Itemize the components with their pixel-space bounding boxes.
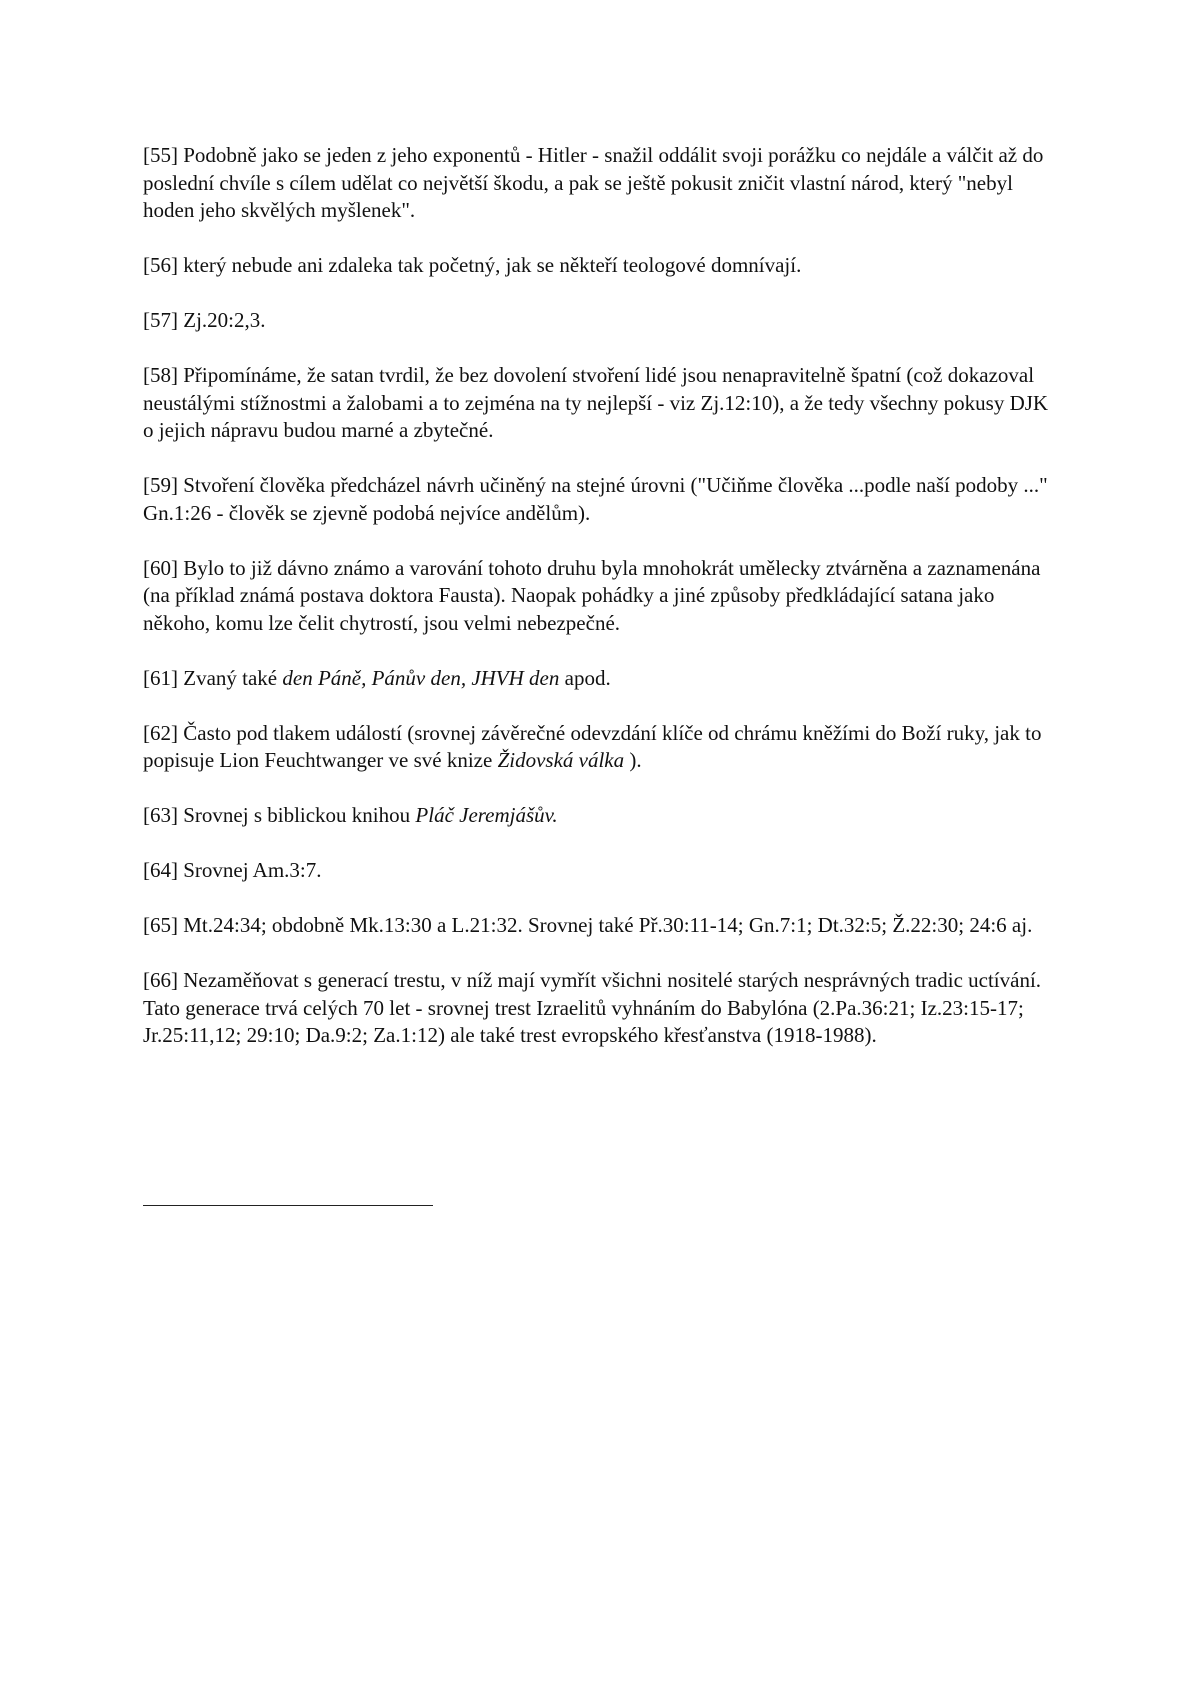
endnote-55 (143, 142, 1053, 225)
footnote-separator-line (143, 1205, 433, 1206)
endnote-text: [66] Nezaměňovat s generací trestu, v níž mají vymřít všichni nositelé starých nesprávných tradic uctívání. Tato generace trvá celých 70 let - srovnej trest Izraelitů vyhnáním do Babylóna (2.Pa.36:21; Iz.23:15-17; Jr.25:11,12; 29:10; Da.9:2; Za.1:12) ale také trest evropského křesťanstva (1918-1988). (143, 968, 1042, 1047)
endnote-56 (143, 252, 1053, 280)
endnote-text: ). (624, 748, 642, 772)
endnote-text: [55] Podobně jako se jeden z jeho exponentů - Hitler - snažil oddálit svoji porážku co nejdále a válčit až do poslední chvíle s cílem udělat co největší škodu, a pak se ještě pokusit zničit vlastní národ, který "nebyl hoden jeho skvělých myšlenek". (143, 143, 1044, 222)
endnote-61 (143, 665, 1053, 693)
endnote-text: apod. (559, 665, 611, 690)
endnote-text: [62] Často pod tlakem událostí (srovnej závěrečné odevzdání klíče od chrámu kněžími do Boží ruky, jak to popisuje Lion Feuchtwanger ve své knize (143, 720, 1042, 772)
endnote-62 (143, 720, 1053, 775)
endnote-63 (143, 802, 1053, 830)
endnote-text: [64] Srovnej Am.3:7. (143, 858, 322, 882)
endnote-text: [57] Zj.20:2,3. (143, 308, 266, 332)
endnote-text: [59] Stvoření člověka předcházel návrh učiněný na stejné úrovni ("Učiňme člověka ...podle naší podoby ..." Gn.1:26 - člověk se zjevně podobá nejvíce andělům). (143, 473, 1048, 525)
endnote-66 (143, 967, 1053, 1050)
endnote-text: [63] Srovnej s biblickou knihou (143, 803, 416, 827)
endnote-65 (143, 912, 1053, 940)
endnote-text: [58] Připomínáme, že satan tvrdil, že bez dovolení stvoření lidé jsou nenapravitelně špatní (což dokazoval neustálými stížnostmi a žalobami a to zejména na ty nejlepší - viz Zj.12:10), a že tedy všechny pokusy DJK o jejich nápravu budou marné a zbytečné. (143, 363, 1049, 442)
endnotes-list (143, 142, 1053, 1050)
endnote-60 (143, 555, 1053, 638)
endnote-58 (143, 362, 1053, 445)
endnote-italic-text: Židovská válka (497, 748, 625, 772)
endnote-57 (143, 307, 1053, 335)
endnote-text: [60] Bylo to již dávno známo a varování tohoto druhu byla mnohokrát umělecky ztvárněna a zaznamenána (na příklad známá postava doktora Fausta). Naopak pohádky a jiné způsoby předkládající satana jako někoho, komu lze čelit chytrostí, jsou velmi nebezpečné. (143, 555, 1041, 635)
endnote-italic-text: den Páně, Pánův den, JHVH den (282, 665, 560, 690)
endnote-text: [56] který nebude ani zdaleka tak početný, jak se někteří teologové domnívají. (143, 253, 802, 277)
endnote-text: [61] Zvaný také (143, 665, 283, 690)
endnote-text: [65] Mt.24:34; obdobně Mk.13:30 a L.21:32. Srovnej také Př.30:11-14; Gn.7:1; Dt.32:5; Ž.22:30; 24:6 aj. (143, 913, 1033, 937)
endnote-italic-text: Pláč Jeremjášův. (415, 803, 558, 827)
endnote-64 (143, 857, 1053, 885)
endnote-59 (143, 472, 1053, 527)
